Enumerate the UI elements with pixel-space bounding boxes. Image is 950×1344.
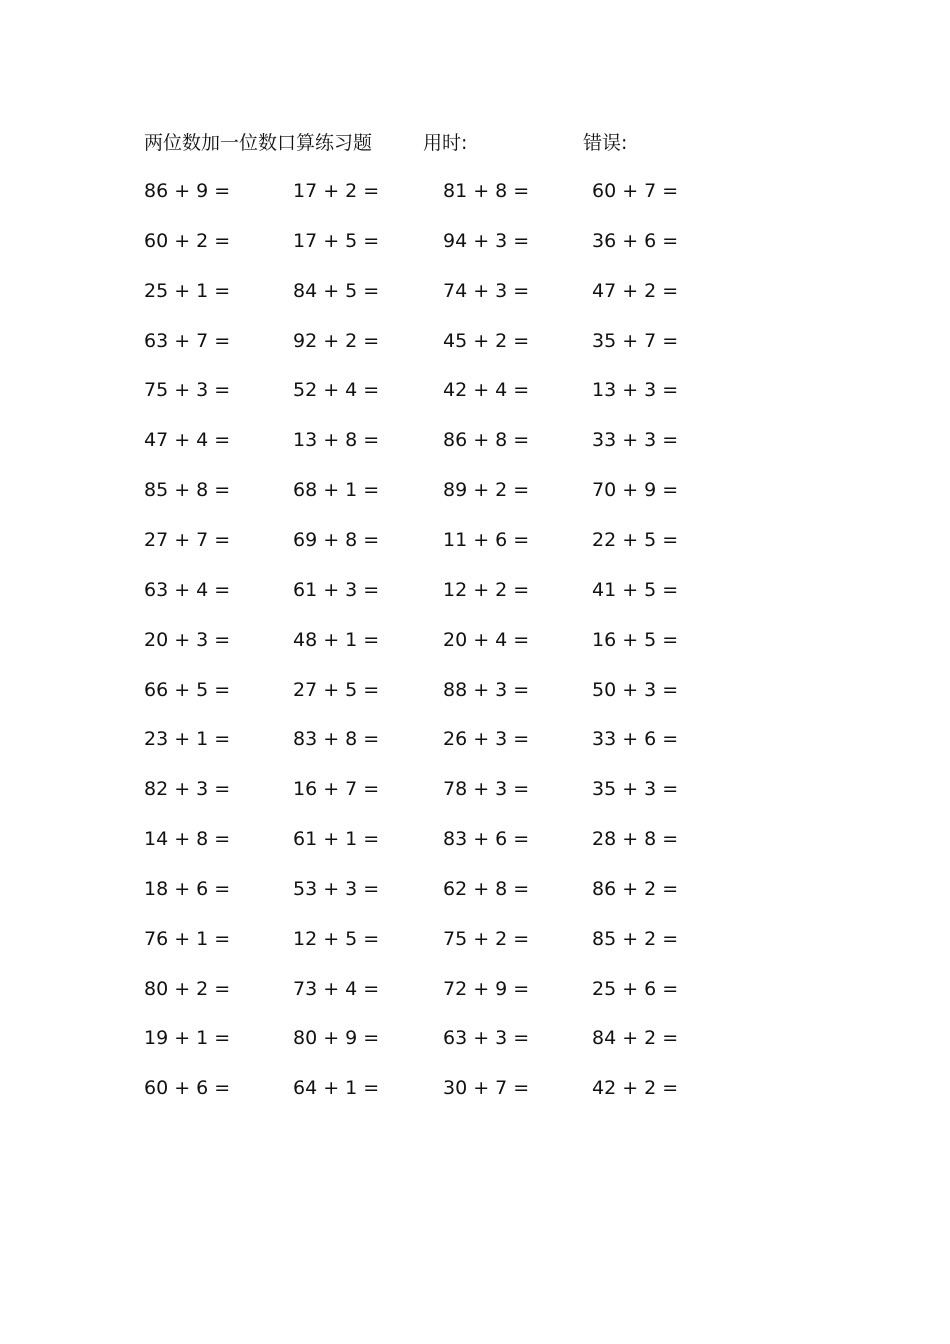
problem-row bbox=[144, 574, 844, 606]
problem-item: 53 + 3 = bbox=[293, 877, 380, 900]
problem-item: 22 + 5 = bbox=[592, 528, 679, 551]
problem-item: 74 + 3 = bbox=[443, 279, 530, 302]
problem-row bbox=[144, 674, 844, 706]
problem-item: 23 + 1 = bbox=[144, 728, 231, 751]
problem-item: 82 + 3 = bbox=[144, 778, 231, 801]
problem-item: 86 + 9 = bbox=[144, 180, 231, 202]
problem-row bbox=[144, 1072, 844, 1104]
problem-grid bbox=[144, 175, 844, 1125]
problem-row bbox=[144, 973, 844, 1005]
problem-item: 41 + 5 = bbox=[592, 578, 679, 601]
problem-item: 42 + 4 = bbox=[443, 379, 530, 402]
problem-row bbox=[144, 823, 844, 855]
problem-item: 42 + 2 = bbox=[592, 1077, 679, 1100]
problem-item: 45 + 2 = bbox=[443, 329, 530, 352]
problem-item: 63 + 7 = bbox=[144, 329, 231, 352]
problem-row bbox=[144, 325, 844, 357]
problem-item: 17 + 2 = bbox=[293, 180, 380, 202]
problem-item: 86 + 2 = bbox=[592, 877, 679, 900]
problem-item: 13 + 3 = bbox=[592, 379, 679, 402]
problem-row bbox=[144, 374, 844, 406]
problem-item: 11 + 6 = bbox=[443, 528, 530, 551]
problem-row bbox=[144, 524, 844, 556]
problem-item: 27 + 7 = bbox=[144, 528, 231, 551]
problem-item: 35 + 7 = bbox=[592, 329, 679, 352]
problem-item: 78 + 3 = bbox=[443, 778, 530, 801]
problem-item: 12 + 2 = bbox=[443, 578, 530, 601]
problem-item: 12 + 5 = bbox=[293, 927, 380, 950]
problem-item: 16 + 7 = bbox=[293, 778, 380, 801]
problem-item: 83 + 6 = bbox=[443, 828, 530, 851]
problem-item: 73 + 4 = bbox=[293, 977, 380, 1000]
problem-item: 61 + 1 = bbox=[293, 828, 380, 851]
problem-item: 20 + 3 = bbox=[144, 628, 231, 651]
problem-item: 35 + 3 = bbox=[592, 778, 679, 801]
problem-item: 48 + 1 = bbox=[293, 628, 380, 651]
problem-row bbox=[144, 773, 844, 805]
problem-item: 27 + 5 = bbox=[293, 678, 380, 701]
problem-item: 63 + 3 = bbox=[443, 1027, 530, 1050]
problem-item: 76 + 1 = bbox=[144, 927, 231, 950]
problem-item: 33 + 3 = bbox=[592, 429, 679, 452]
problem-item: 85 + 2 = bbox=[592, 927, 679, 950]
problem-item: 94 + 3 = bbox=[443, 229, 530, 252]
problem-item: 88 + 3 = bbox=[443, 678, 530, 701]
worksheet-header bbox=[0, 128, 950, 158]
problem-item: 18 + 6 = bbox=[144, 877, 231, 900]
problem-item: 14 + 8 = bbox=[144, 828, 231, 851]
problem-item: 30 + 7 = bbox=[443, 1077, 530, 1100]
problem-row bbox=[144, 175, 844, 207]
problem-row bbox=[144, 275, 844, 307]
worksheet-title: 两位数加一位数口算练习题 bbox=[144, 132, 373, 154]
problem-item: 50 + 3 = bbox=[592, 678, 679, 701]
problem-item: 81 + 8 = bbox=[443, 180, 530, 202]
problem-item: 89 + 2 = bbox=[443, 479, 530, 502]
problem-row bbox=[144, 723, 844, 755]
problem-item: 28 + 8 = bbox=[592, 828, 679, 851]
problem-item: 68 + 1 = bbox=[293, 479, 380, 502]
problem-item: 72 + 9 = bbox=[443, 977, 530, 1000]
problem-item: 86 + 8 = bbox=[443, 429, 530, 452]
problem-item: 52 + 4 = bbox=[293, 379, 380, 402]
problem-row bbox=[144, 923, 844, 955]
problem-row bbox=[144, 624, 844, 656]
problem-item: 26 + 3 = bbox=[443, 728, 530, 751]
problem-item: 75 + 2 = bbox=[443, 927, 530, 950]
problem-row bbox=[144, 1022, 844, 1054]
problem-item: 69 + 8 = bbox=[293, 528, 380, 551]
problem-row bbox=[144, 873, 844, 905]
problem-item: 85 + 8 = bbox=[144, 479, 231, 502]
problem-item: 36 + 6 = bbox=[592, 229, 679, 252]
problem-item: 70 + 9 = bbox=[592, 479, 679, 502]
time-label: 用时: bbox=[423, 132, 468, 154]
problem-item: 84 + 5 = bbox=[293, 279, 380, 302]
problem-item: 61 + 3 = bbox=[293, 578, 380, 601]
problem-item: 13 + 8 = bbox=[293, 429, 380, 452]
problem-row bbox=[144, 474, 844, 506]
problem-item: 92 + 2 = bbox=[293, 329, 380, 352]
problem-item: 60 + 6 = bbox=[144, 1077, 231, 1100]
problem-item: 66 + 5 = bbox=[144, 678, 231, 701]
problem-item: 47 + 2 = bbox=[592, 279, 679, 302]
problem-item: 33 + 6 = bbox=[592, 728, 679, 751]
problem-item: 19 + 1 = bbox=[144, 1027, 231, 1050]
problem-item: 83 + 8 = bbox=[293, 728, 380, 751]
problem-item: 20 + 4 = bbox=[443, 628, 530, 651]
problem-item: 62 + 8 = bbox=[443, 877, 530, 900]
problem-row bbox=[144, 225, 844, 257]
problem-item: 80 + 2 = bbox=[144, 977, 231, 1000]
problem-item: 64 + 1 = bbox=[293, 1077, 380, 1100]
problem-item: 16 + 5 = bbox=[592, 628, 679, 651]
problem-item: 47 + 4 = bbox=[144, 429, 231, 452]
error-label: 错误: bbox=[583, 132, 628, 154]
problem-item: 84 + 2 = bbox=[592, 1027, 679, 1050]
problem-item: 25 + 6 = bbox=[592, 977, 679, 1000]
problem-item: 25 + 1 = bbox=[144, 279, 231, 302]
problem-item: 80 + 9 = bbox=[293, 1027, 380, 1050]
problem-item: 63 + 4 = bbox=[144, 578, 231, 601]
problem-item: 75 + 3 = bbox=[144, 379, 231, 402]
problem-item: 60 + 7 = bbox=[592, 180, 679, 202]
problem-item: 17 + 5 = bbox=[293, 229, 380, 252]
problem-item: 60 + 2 = bbox=[144, 229, 231, 252]
problem-row bbox=[144, 424, 844, 456]
